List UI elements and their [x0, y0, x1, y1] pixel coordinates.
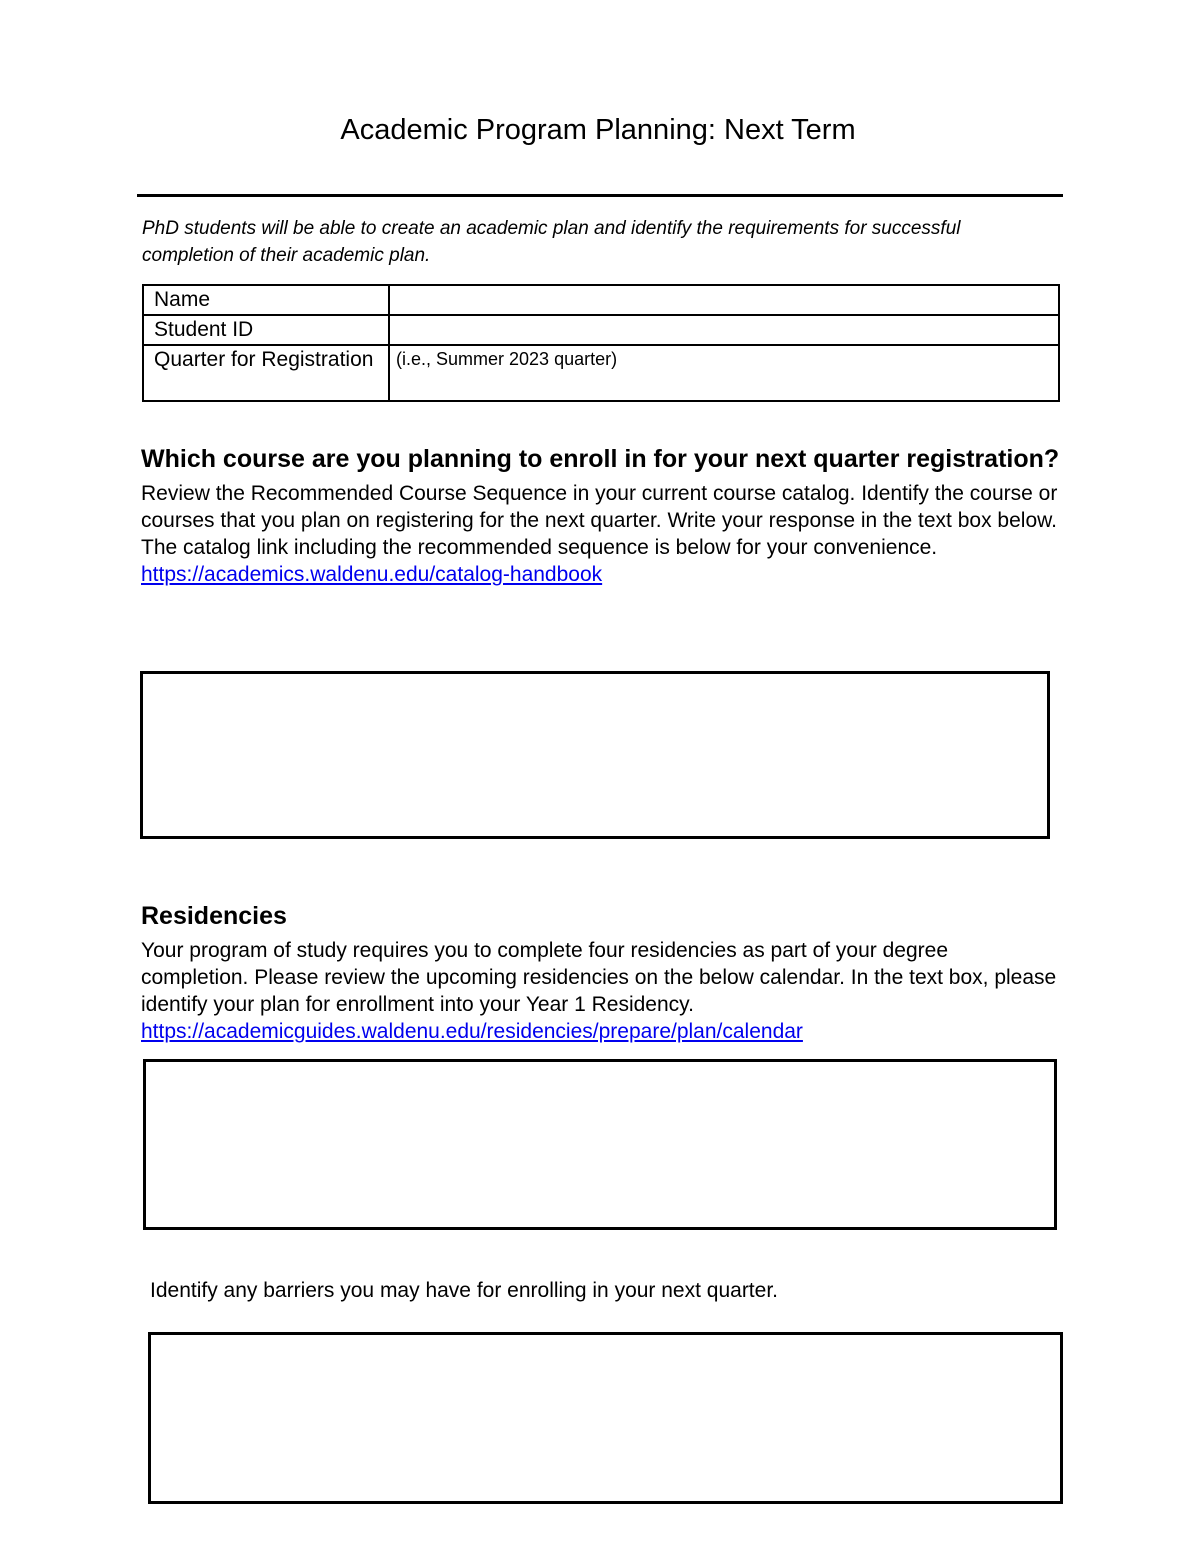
name-field[interactable] [389, 285, 1059, 315]
student-id-field[interactable] [389, 315, 1059, 345]
barriers-prompt: Identify any barriers you may have for enrolling in your next quarter. [150, 1279, 778, 1302]
page-title: Academic Program Planning: Next Term [340, 114, 856, 146]
catalog-link[interactable]: https://academics.waldenu.edu/catalog-handbook [141, 563, 603, 586]
residency-section [141, 896, 1061, 1045]
name-label: Name [143, 285, 389, 315]
residency-calendar-link[interactable]: https://academicguides.waldenu.edu/residencies/prepare/plan/calendar [141, 1020, 803, 1043]
title-divider [137, 194, 1063, 197]
course-heading: Which course are you planning to enroll in for your next quarter registration? [141, 445, 1060, 473]
course-response-box[interactable] [140, 671, 1050, 839]
intro-text: PhD students will be able to create an academic plan and identify the requirements for successful completion of their academic plan. [142, 218, 961, 266]
quarter-field[interactable]: (i.e., Summer 2023 quarter) [389, 345, 1059, 401]
residency-heading: Residencies [141, 902, 287, 930]
residency-response-box[interactable] [143, 1059, 1057, 1230]
barriers-response-box[interactable] [148, 1332, 1063, 1504]
student-info-table [142, 284, 1060, 402]
course-instructions: Review the Recommended Course Sequence in your current course catalog. Identify the course or courses that you plan on registering for the next quarter. Write your response in the text box below. The catalog link including the recommended sequence is below for your convenience. [141, 482, 1058, 559]
table-row [143, 315, 1059, 345]
student-id-label: Student ID [143, 315, 389, 345]
quarter-label: Quarter for Registration [143, 345, 389, 401]
residency-instructions: Your program of study requires you to complete four residencies as part of your degree completion. Please review the upcoming residencies on the below calendar. In the text box, please identify your plan for enrollment into your Year 1 Residency. [141, 939, 1057, 1016]
table-row [143, 345, 1059, 401]
course-section [141, 439, 1061, 588]
table-row [143, 285, 1059, 315]
